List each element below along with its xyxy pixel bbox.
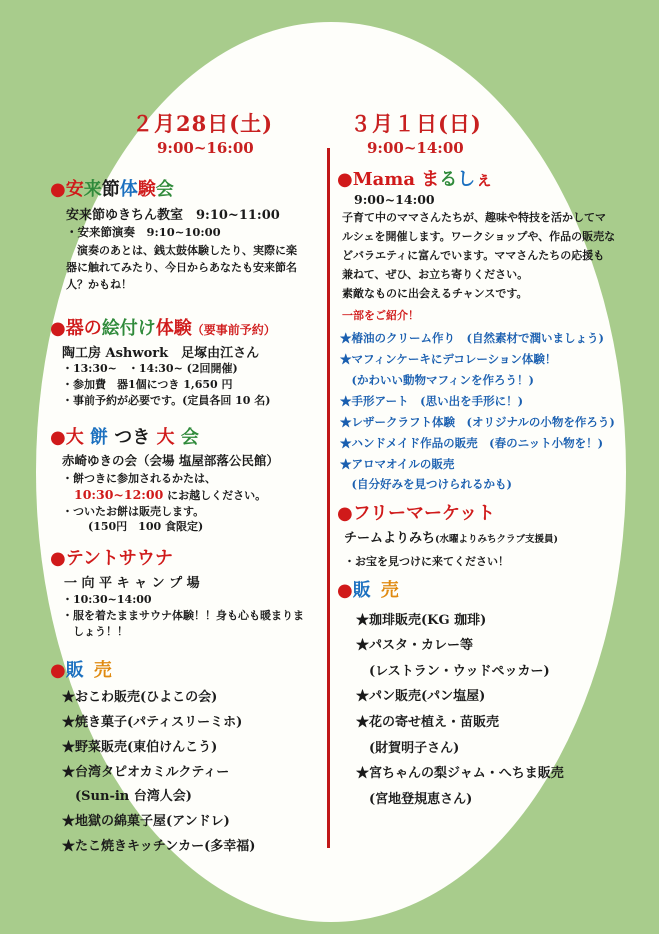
marche-item: (かわいい動物マフィンを作ろう！): [340, 373, 534, 387]
title-char: 大: [65, 427, 84, 448]
title-char: 体: [119, 179, 138, 200]
day2-date: ３月１日(日): [350, 111, 482, 136]
right-sales-item: ★パン販売(パン塩屋): [356, 689, 486, 704]
section-right-sales-title: [337, 576, 399, 602]
section-yasugibushi-title: [50, 175, 174, 201]
section-sauna-title: [50, 544, 173, 570]
painting-capacity: ・事前予約が必要です。(定員各回 10 名): [62, 394, 271, 407]
right-sales-item: (レストラン・ウッドペッカー): [356, 664, 550, 679]
marche-desc-3: どバラエティに富んでいます。ママさんたちの応援も: [342, 249, 605, 262]
section-flea-market-title: [337, 499, 495, 525]
marche-title-ru: る: [439, 169, 458, 190]
mochi-title-chars: [66, 427, 199, 448]
mochi-time-line: [62, 486, 266, 504]
sauna-desc-2: しょう！！: [62, 625, 128, 638]
sales-title-char1: 販: [352, 580, 371, 601]
bullet-dot: ●: [50, 548, 66, 569]
title-char: つき: [108, 427, 151, 448]
painting-host: 陶工房 Ashwork 足塚由江さん: [62, 346, 260, 361]
section-painting-title: [50, 314, 276, 340]
right-sales-item: ★花の寄せ植え・苗販売: [356, 715, 500, 730]
marche-item: ★マフィンケーキにデコレーション体験！: [340, 352, 557, 366]
bullet-dot: ●: [337, 580, 353, 601]
left-sales-item: ★野菜販売(東伯けんこう): [62, 740, 218, 755]
right-sales-item: (財賀明子さん): [356, 741, 460, 756]
marche-desc-1: 子育て中のママさんたちが、趣味や特技を活かしてマ: [342, 211, 606, 224]
right-sales-item: ★パスタ・カレー等: [356, 638, 474, 653]
flea-market-host: [344, 527, 558, 546]
mochi-sale: ・ついたお餅は販売します。: [62, 505, 205, 518]
right-sales-item: ★宮ちゃんの梨ジャム・へちま販売: [356, 766, 564, 781]
right-sales-item: (宮地登規恵さん): [356, 792, 473, 807]
mochi-participation: ・餅つきに参加されるかたは、: [62, 472, 216, 485]
left-sales-item: (Sun-in 台湾人会): [62, 789, 192, 804]
marche-title-ma: ま: [421, 169, 440, 190]
painting-title-part2: 絵付け: [101, 318, 156, 339]
left-sales-item: ★地獄の綿菓子屋(アンドレ): [62, 814, 230, 829]
sauna-title-text: テントサウナ: [65, 548, 173, 569]
title-char: 験: [137, 179, 156, 200]
title-char: 安: [65, 179, 84, 200]
left-sales-item: ★台湾タピオカミルクティー: [62, 765, 230, 780]
bullet-dot: ●: [50, 660, 66, 681]
left-sales-item: ★焼き菓子(パティスリーミホ): [62, 715, 243, 730]
flea-market-host-role: (水曜よりみちクラブ支援員): [435, 534, 559, 545]
painting-fee: ・参加費 器1個につき 1,650 円: [62, 378, 233, 391]
marche-item: ★椿油のクリーム作り (自然素材で潤いましょう): [340, 331, 604, 345]
title-char: 会: [174, 427, 199, 448]
section-mochi-title: [50, 423, 199, 449]
yasugibushi-desc-1: 演奏のあとは、銭太鼓体験したり、実際に楽: [66, 244, 297, 257]
sales-title-char2: 売: [93, 660, 112, 681]
sales-title-char1: 販: [65, 660, 84, 681]
mochi-time: 10:30~12:00: [74, 487, 164, 502]
left-sales-item: ★たこ焼きキッチンカー(多幸福): [62, 839, 256, 854]
yasugibushi-class: 安来節ゆきちん教室 9:10~11:00: [66, 208, 280, 223]
marche-title-e: ぇ: [475, 169, 494, 190]
title-char: 節: [101, 179, 120, 200]
yasugibushi-desc-3: 人？かもね！: [66, 278, 132, 291]
marche-item: ★アロマオイルの販売: [340, 457, 455, 471]
marche-desc-5: 素敵なものに出会えるチャンスです。: [342, 287, 528, 300]
day1-date: ２月28日(土): [132, 111, 274, 136]
day1-time: 9:00~16:00: [157, 139, 254, 157]
column-divider: [327, 148, 330, 848]
left-sales-item: ★おこわ販売(ひよこの会): [62, 690, 218, 705]
sauna-time: ・10:30~14:00: [62, 593, 152, 606]
title-char: 会: [155, 179, 174, 200]
marche-item: ★手形アート (思い出を手形に！): [340, 394, 524, 408]
painting-title-part1: 器の: [65, 318, 102, 339]
flea-market-desc: ・お宝を見つけに来てください！: [344, 555, 509, 568]
bullet-dot: ●: [50, 427, 66, 448]
day2-time: 9:00~14:00: [367, 139, 464, 157]
bullet-dot: ●: [337, 503, 353, 524]
marche-title-mama: Mama: [352, 169, 416, 190]
marche-title-shi: し: [457, 169, 476, 190]
sauna-desc-1: ・服を着たままサウナ体験！！身も心も暖まりま: [62, 609, 304, 622]
marche-item: (自分好みを見つけられるかも): [340, 477, 512, 491]
sauna-location: 一 向 平 キ ャ ン プ 場: [64, 576, 200, 591]
bullet-dot: ●: [50, 179, 66, 200]
marche-item: ★ハンドメイド作品の販売 (春のニット小物を！): [340, 436, 604, 450]
sales-title-char2: 売: [380, 580, 399, 601]
mochi-price: (150円 100 食限定): [88, 520, 204, 533]
marche-item: ★レザークラフト体験 (オリジナルの小物を作ろう): [340, 415, 615, 429]
mochi-time-suffix: にお越しください。: [163, 489, 267, 502]
flea-market-title-text: フリーマーケット: [352, 503, 496, 524]
title-char: 大: [150, 427, 175, 448]
yasugibushi-desc-2: 器に触れてみたり、今日からあなたも安来節名: [66, 261, 297, 274]
flea-market-host-name: チームよりみち: [344, 531, 436, 546]
painting-title-part3: 体験: [155, 318, 192, 339]
mochi-host: 赤崎ゆきの会（会場 塩屋部落公民館）: [62, 453, 279, 468]
yasugibushi-title-chars: [66, 179, 174, 200]
title-char: 来: [83, 179, 102, 200]
title-char: 餅: [83, 427, 108, 448]
marche-time: 9:00~14:00: [354, 192, 435, 207]
marche-desc-2: ルシェを開催します。ワークショップや、作品の販売な: [342, 230, 616, 243]
section-mama-marche-title: [337, 165, 493, 191]
bullet-dot: ●: [50, 318, 66, 339]
section-left-sales-title: [50, 656, 112, 682]
painting-reservation-note: （要事前予約）: [191, 323, 276, 337]
yasugibushi-performance: ・安来節演奏 9:10~10:00: [66, 225, 221, 239]
marche-intro: 一部をご紹介！: [342, 309, 419, 322]
right-sales-item: ★珈琲販売(KG 珈琲): [356, 613, 487, 628]
marche-desc-4: 兼ねて、ぜひ、お立ち寄りください。: [342, 268, 529, 281]
bullet-dot: ●: [337, 169, 353, 190]
painting-times: ・13:30~ ・14:30~ (2回開催): [62, 362, 238, 375]
